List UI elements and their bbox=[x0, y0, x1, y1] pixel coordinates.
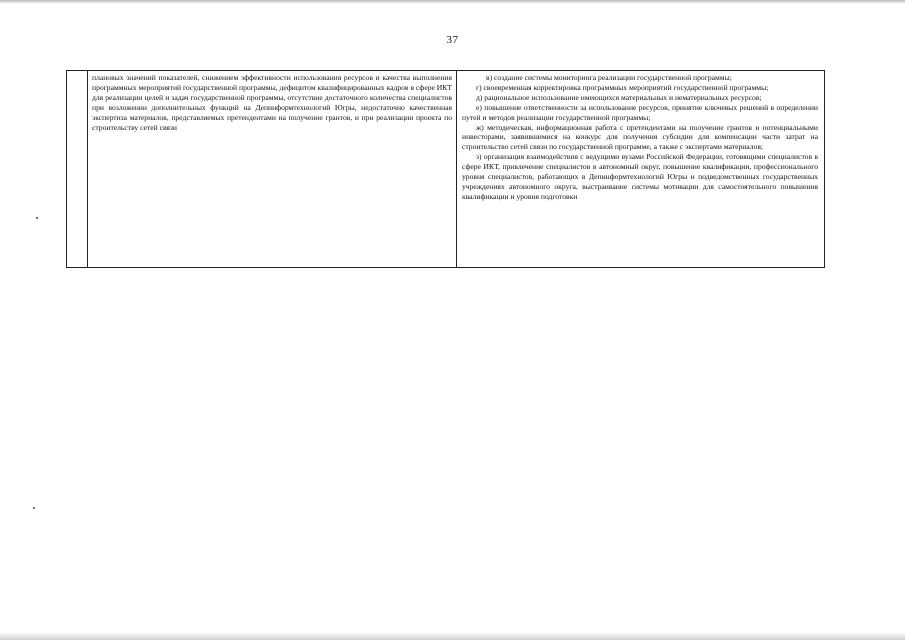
measure-item-v: в) создание системы мониторинга реализации государственной программы; bbox=[486, 73, 732, 82]
scan-speck bbox=[36, 217, 38, 219]
measure-item-d: д) рациональное использование имеющихся материальных и нематериальных ресурсов; bbox=[476, 92, 762, 102]
page-number: 37 bbox=[446, 34, 459, 46]
measure-item-g: г) своевременная корректировка программных мероприятий государственной программы; bbox=[476, 82, 769, 92]
scan-top-edge bbox=[0, 0, 905, 4]
scan-speck bbox=[33, 507, 35, 509]
risk-table-fragment bbox=[66, 70, 825, 268]
measures-cell bbox=[462, 73, 818, 202]
measure-item-z: з) организация взаимодействия с ведущими вузами Российской Федерации, готовящими специалистов в сфере ИКТ, привлечение специалистов в автономный округ, повышение квалификации, профессионального уровня специалистов, работающих в Депинформтехнологий Югры и подведомственных государственных учреждениях автономного округа, выстраивание системы мотивации для самостоятельного повышения квалификации и уровня подготовки bbox=[462, 152, 818, 201]
scan-bottom-edge bbox=[0, 632, 905, 640]
column-divider-2 bbox=[456, 71, 457, 267]
measure-item-zh: ж) методическая, информационная работа с претендентами на получение грантов и потенциальными инвесторами, заявившимися на конкурс для получения субсидии для компенсации части затрат на строительство сетей связи по государственной программе, а также с экспертами материалов; bbox=[462, 122, 818, 152]
risk-description-cell: плановых значений показателей, снижением эффективности использования ресурсов и качества выполнения программных мероприятий государственной программы, дефицитом квалифицированных кадров в сфере ИКТ для реализации целей и задач государственной программы, отсутствие достаточного количества специалистов при возложении дополнительных функций на Депинформтехнологий Югры, недостаточно качественная экспертиза материалов, представляемых претендентами на получение грантов, и при реализации проекта по строительству сетей связи bbox=[92, 73, 452, 132]
column-divider-1 bbox=[87, 71, 88, 267]
measure-item-e: е) повышение ответственности за использование ресурсов, принятие ключевых решений в определении путей и методов реализации государственной программы; bbox=[462, 102, 818, 122]
